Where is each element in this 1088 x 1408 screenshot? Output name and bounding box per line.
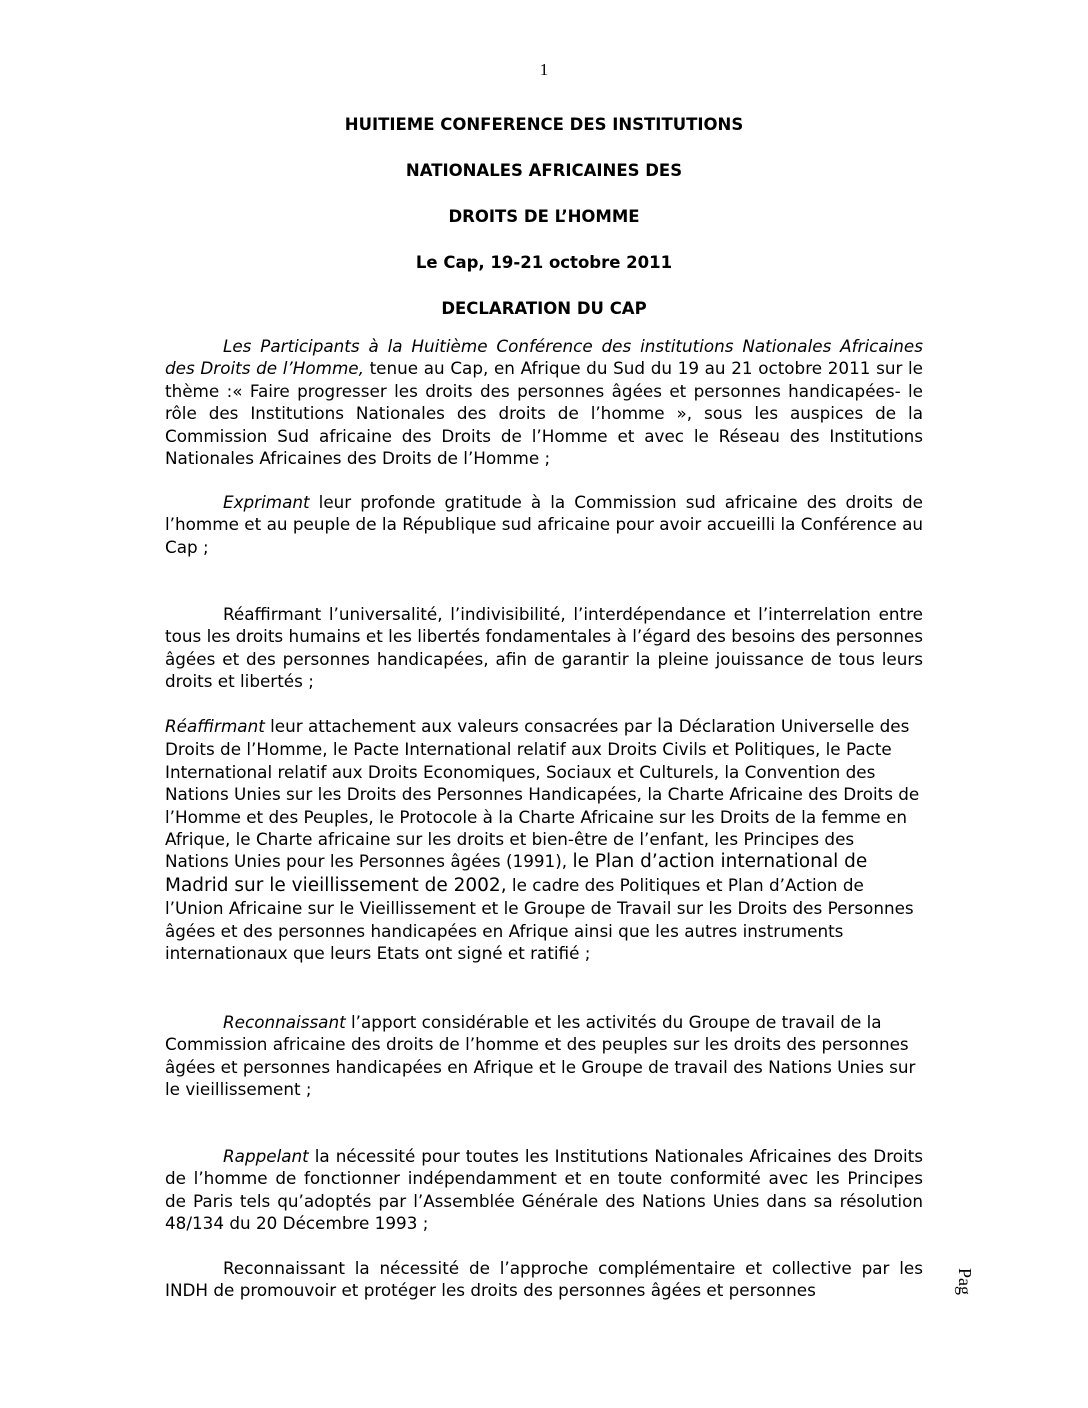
paragraph-reaffirmant-2-text-c: le cadre des Politiques et Plan d’Action de l’Union Africaine sur le Vieillissement et le Groupe de Travail sur les Droits des Personnes âgées et des personnes handicapées en Afrique ainsi que les autres instruments internationaux que leurs Etats ont signé et ratifié ;: [165, 874, 914, 964]
page-number: 1: [539, 60, 549, 79]
paragraph-reaffirmant-1-text: Réaffirmant l’universalité, l’indivisibilité, l’interdépendance et l’interrelation entre tous les droits humains et les libertés fondamentales à l’égard des besoins des personnes âgées et des personnes handicapées, afin de garantir la pleine jouissance de tous leurs droits et libertés ;: [165, 604, 923, 692]
title-line-1: HUITIEME CONFERENCE DES INSTITUTIONS: [344, 115, 744, 134]
title-line-2: NATIONALES AFRICAINES DES: [405, 161, 683, 180]
title-line-4: Le Cap, 19-21 octobre 2011: [415, 253, 673, 272]
paragraph-reconnaissant-1-italic: Reconnaissant: [223, 1012, 346, 1032]
paragraph-reaffirmant-2-italic: Réaffirmant: [165, 716, 265, 736]
paragraph-reaffirmant-2-larger-b: le Plan d’action international de Madrid sur le vieillissement de 2002,: [165, 851, 868, 896]
paragraph-reaffirmant-1: [165, 603, 923, 693]
paragraph-reaffirmant-2-larger-a: la: [656, 716, 674, 737]
title-line-3: DROITS DE L’HOMME: [448, 207, 640, 226]
page-side-label: Pag: [955, 1268, 975, 1295]
paragraph-reaffirmant-2-text-a: leur attachement aux valeurs consacrées par: [264, 716, 657, 736]
paragraph-reconnaissant-2-text: Reconnaissant la nécessité de l’approche complémentaire et collective par les INDH de promouvoir et protéger les droits des personnes âgées et personnes: [165, 1258, 923, 1301]
paragraph-exprimant: [165, 491, 923, 558]
paragraph-rappelant-text: la nécessité pour toutes les Institutions Nationales Africaines des Droits de l’homme de fonctionner indépendamment et en toute conformité avec les Principes de Paris tels qu’adoptés par l’Assemblée Générale des Nations Unies dans sa résolution 48/134 du 20 Décembre 1993 ;: [165, 1146, 923, 1234]
title-line-5: DECLARATION DU CAP: [441, 299, 647, 318]
paragraph-participants: [165, 335, 923, 469]
paragraph-participants-italic: Les Participants à la Huitième Conférence des institutions Nationales Africaines des Droits de l’Homme,: [165, 336, 923, 379]
paragraph-participants-text: tenue au Cap, en Afrique du Sud du 19 au 21 octobre 2011 sur le thème :« Faire progresser les droits des personnes âgées et personnes handicapées- le rôle des Institutions Nationales des droits de l’homme », sous les auspices de la Commission Sud africaine des Droits de l’Homme et avec le Réseau des Institutions Nationales Africaines des Droits de l’Homme ;: [165, 358, 923, 469]
paragraph-rappelant-italic: Rappelant: [223, 1146, 309, 1166]
paragraph-reconnaissant-1: [165, 1011, 923, 1101]
paragraph-reaffirmant-2: [165, 715, 923, 964]
paragraph-exprimant-text: leur profonde gratitude à la Commission sud africaine des droits de l’homme et au peuple de la République sud africaine pour avoir accueilli la Conférence au Cap ;: [165, 492, 923, 557]
document-title: [0, 115, 1088, 345]
paragraph-rappelant: [165, 1145, 923, 1235]
paragraph-reconnaissant-2: [165, 1257, 923, 1302]
paragraph-exprimant-italic: Exprimant: [223, 492, 310, 512]
paragraph-reaffirmant-2-text-b: Déclaration Universelle des Droits de l’Homme, le Pacte International relatif aux Droits Civils et Politiques, le Pacte International relatif aux Droits Economiques, Sociaux et Culturels, la Convention des Nations Unies sur les Droits des Personnes Handicapées, la Charte Africaine des Droits de l’Homme et des Peuples, le Protocole à la Charte Africaine sur les Droits de la femme en Afrique, le Charte africaine sur les droits et bien-être de l’enfant, les Principes des Nations Unies pour les Personnes âgées (1991),: [165, 716, 920, 872]
paragraph-reconnaissant-1-text: l’apport considérable et les activités du Groupe de travail de la Commission africaine des droits de l’homme et des peuples sur les droits des personnes âgées et personnes handicapées en Afrique et le Groupe de travail des Nations Unies sur le vieillissement ;: [165, 1012, 916, 1100]
